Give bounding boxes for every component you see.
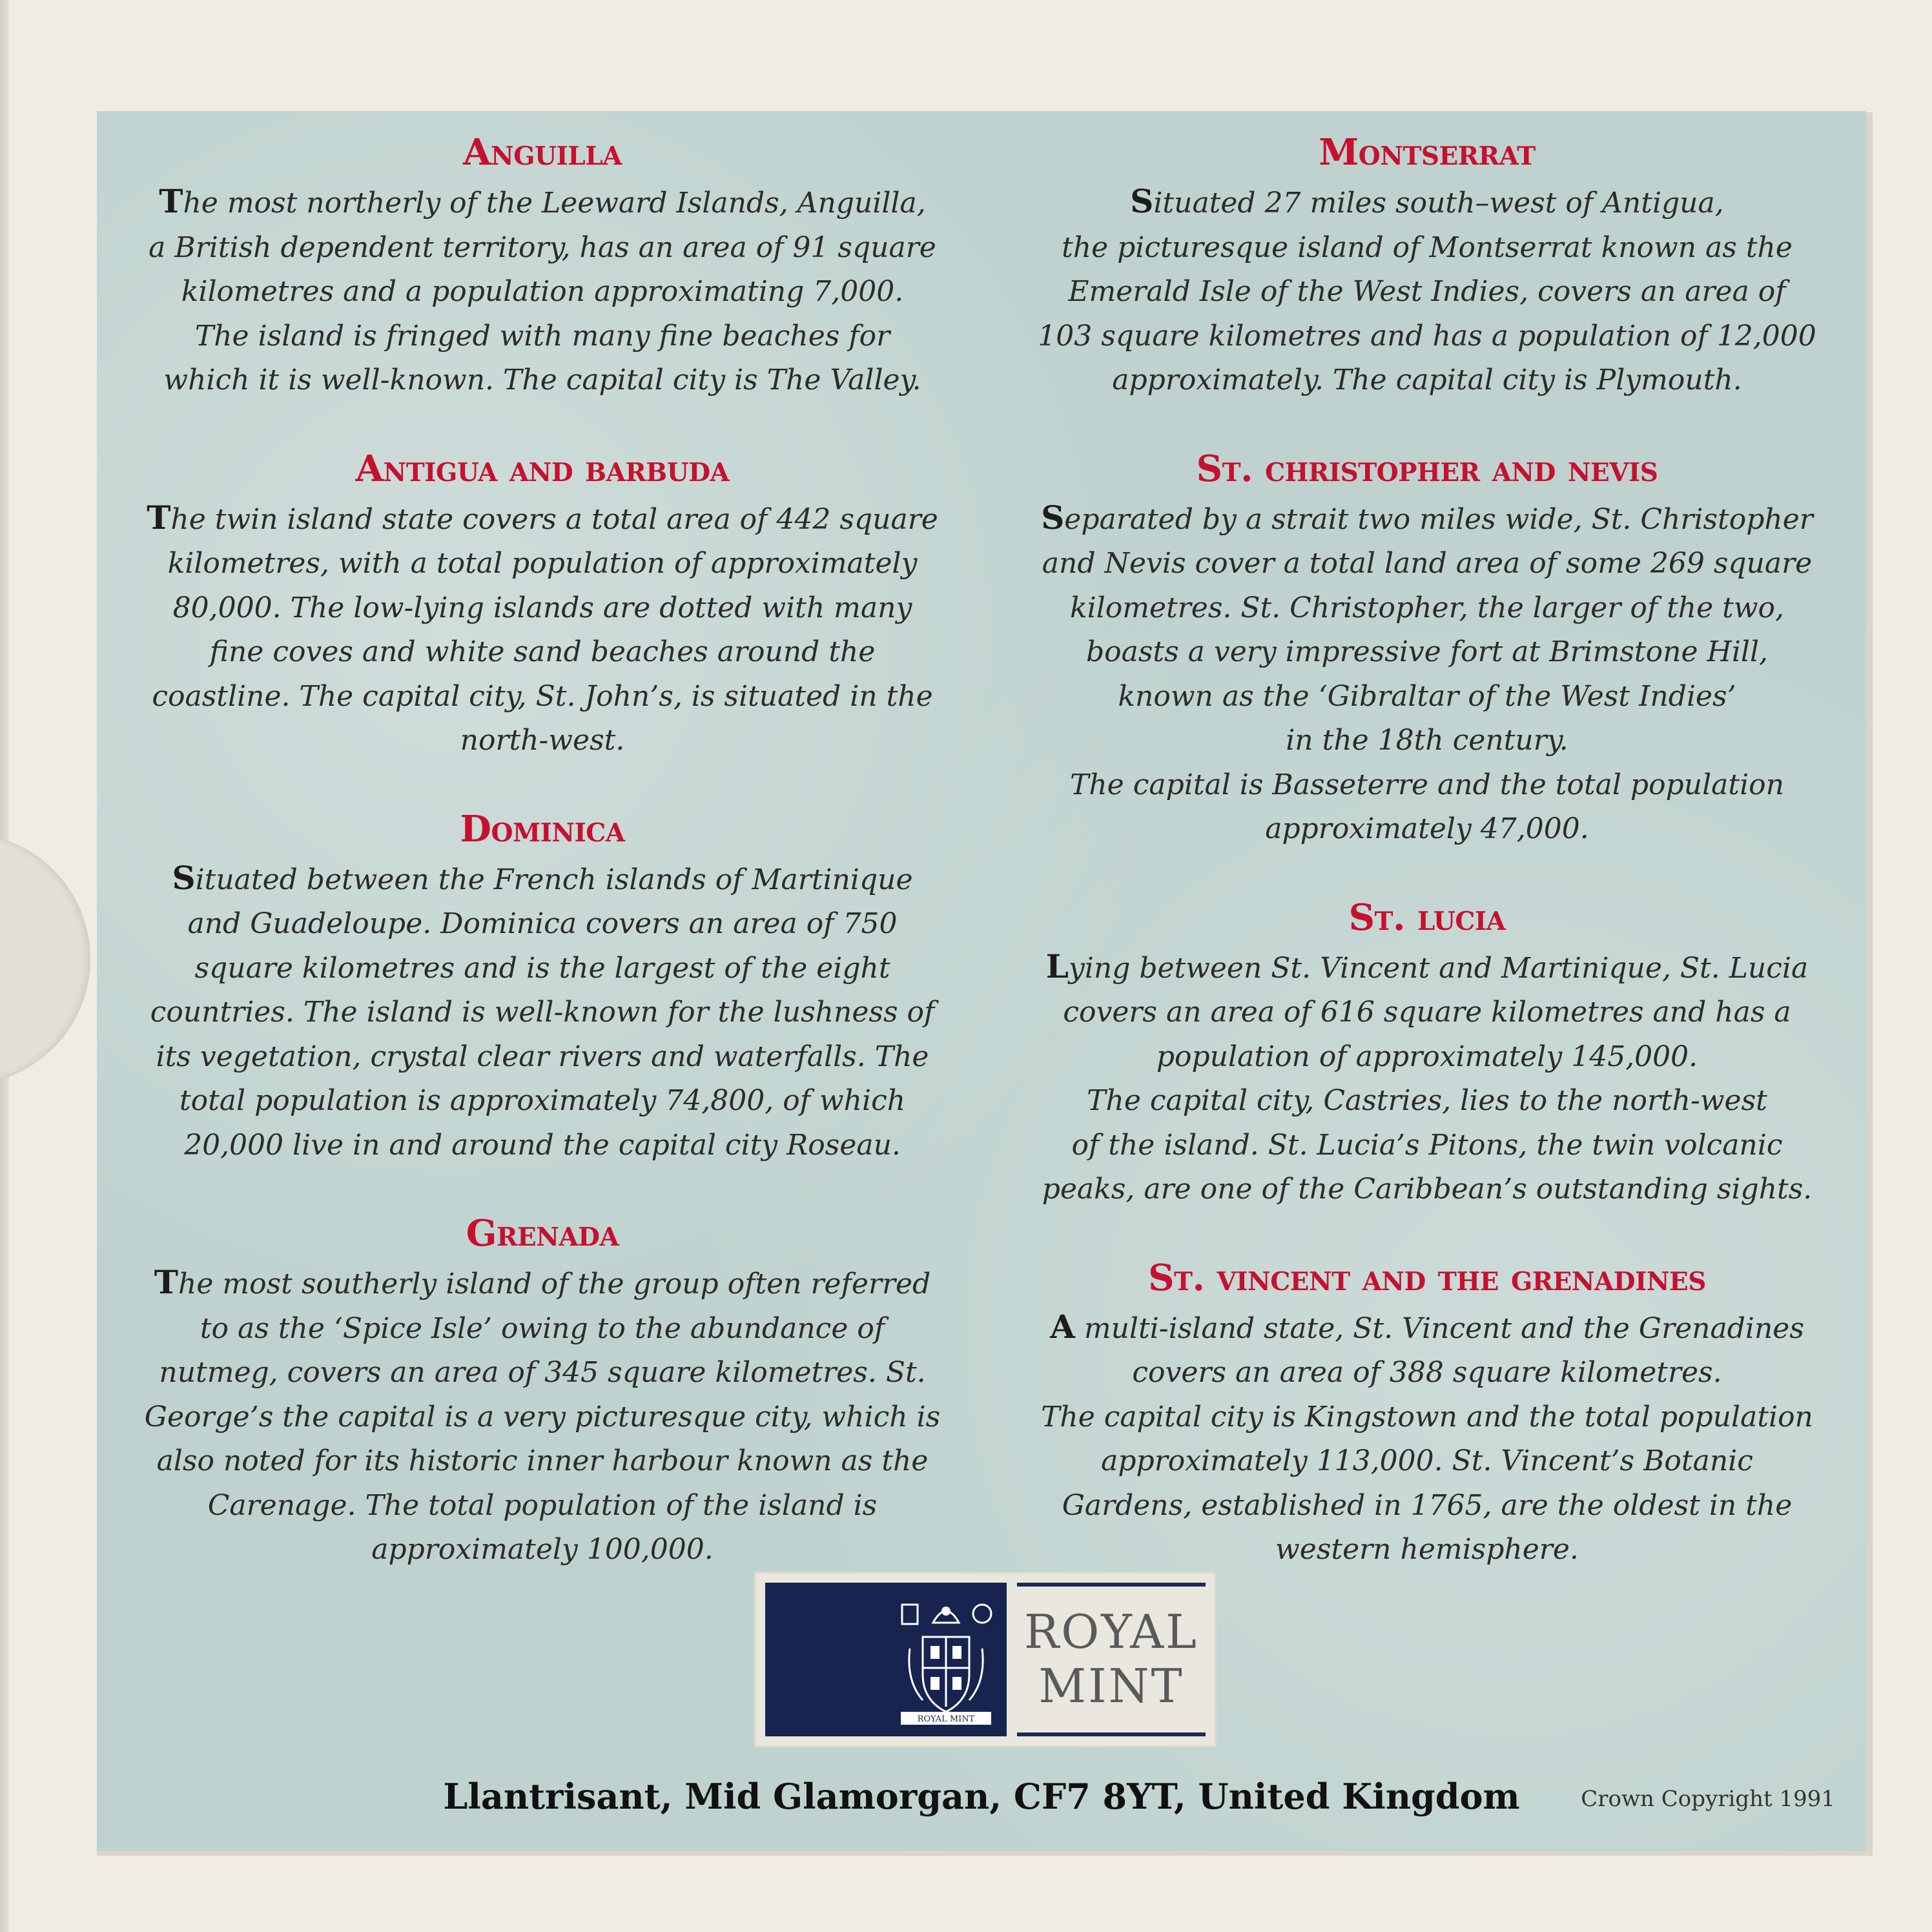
section-body: he most southerly island of the group often referred to as the ‘Spice Isle’ owing to the abundance of nutmeg, covers an area of 345 square kilometres. St. George’s the capital is a very picturesque city, which is also noted for its historic inner harbour known as the Carenage. The total population of the island is approximately 100,000.	[144, 1268, 941, 1566]
section-text	[1020, 496, 1834, 852]
section-title: Montserrat	[1319, 131, 1536, 174]
drop-initial: S	[1041, 498, 1065, 537]
drop-initial: T	[154, 1263, 179, 1301]
section-title: St. vincent and the grenadines	[1148, 1256, 1706, 1299]
logo-text-box	[1017, 1583, 1206, 1736]
section-body: ituated 27 miles south–west of Antigua, the picturesque island of Montserrat known as the Emerald Isle of the West Indies, covers an area of 103 square kilometres and has a population of 12,000 approximately. The capital city is Plymouth.	[1038, 187, 1816, 396]
copyright-notice: Crown Copyright 1991	[1581, 1786, 1835, 1812]
logo-navy-block	[765, 1583, 1007, 1736]
section-title: Anguilla	[463, 131, 622, 174]
drop-initial: A	[1050, 1307, 1075, 1346]
royal-mint-logo	[754, 1572, 1217, 1747]
drop-initial: T	[147, 498, 171, 537]
section-grenada	[136, 1206, 949, 1572]
section-title: Grenada	[466, 1212, 619, 1255]
section-title: St. christopher and nevis	[1196, 447, 1658, 490]
logo-word-royal: ROYAL	[1024, 1605, 1198, 1659]
section-body: eparated by a strait two miles wide, St. Christopher and Nevis cover a total land area of some 269 square kilometres. St. Christopher, the larger of the two, boasts a very impressive fort at Brimstone Hill, known as the ‘Gibraltar of the West Indies’ in the 18th century. The capital is Basseterre and the total population approximately 47,000.	[1042, 502, 1813, 845]
section-text	[1020, 1305, 1834, 1572]
section-dominica	[136, 802, 949, 1168]
section-anguilla	[136, 125, 949, 403]
section-text	[1020, 180, 1834, 403]
royal-crest-icon	[897, 1597, 995, 1726]
section-text	[136, 180, 949, 403]
section-body: he twin island state covers a total area of 442 square kilometres, with a total population of approximately 80,000. The low-lying islands are dotted with many fine coves and white sand beaches around the coastline. The capital city, St. John’s, is situated in the north-west.	[152, 502, 938, 757]
mint-address: Llantrisant, Mid Glamorgan, CF7 8YT, United Kingdom	[443, 1776, 1520, 1817]
section-text	[136, 856, 949, 1168]
section-body: ying between St. Vincent and Martinique, St. Lucia covers an area of 616 square kilometres and has a population of approximately 145,000. The capital city, Castries, lies to the north-west of the island. St. Lucia’s Pitons, the twin volcanic peaks, are one of the Caribbean’s outstanding sights.	[1042, 951, 1813, 1206]
logo-word-mint: MINT	[1038, 1659, 1184, 1713]
section-title: St. lucia	[1348, 896, 1506, 939]
section-title: Dominica	[460, 807, 625, 850]
crest-ribbon-text: ROYAL MINT	[917, 1714, 975, 1724]
section-text	[136, 496, 949, 763]
left-column	[136, 125, 949, 1611]
section-text	[1020, 945, 1834, 1212]
section-body: multi-island state, St. Vincent and the Grenadines covers an area of 388 square kilometres. The capital city is Kingstown and the total population approximately 113,000. St. Vincent’s Botanic Gardens, established in 1765, are the oldest in the western hemisphere.	[1041, 1311, 1813, 1566]
section-title: Antigua and barbuda	[355, 447, 730, 490]
info-panel	[97, 111, 1866, 1851]
section-body: ituated between the French islands of Martinique and Guadeloupe. Dominica covers an area of 750 square kilometres and is the largest of the eight countries. The island is well-known for the lushness of its vegetation, crystal clear rivers and waterfalls. The total population is approximately 74,800, of which 20,000 live in and around the capital city Roseau.	[150, 863, 935, 1162]
right-column	[1020, 125, 1834, 1611]
section-st-vincent	[1020, 1251, 1834, 1572]
drop-initial: S	[172, 858, 196, 897]
section-montserrat	[1020, 125, 1834, 403]
section-text	[136, 1260, 949, 1572]
drop-initial: T	[159, 182, 183, 220]
drop-initial: S	[1130, 182, 1154, 220]
drop-initial: L	[1045, 947, 1069, 985]
section-st-lucia	[1020, 890, 1834, 1212]
section-antigua	[136, 442, 949, 763]
section-body: he most northerly of the Leeward Islands, Anguilla, a British dependent territory, has an area of 91 square kilometres and a population approximating 7,000. The island is fringed with many fine beaches for which it is well-known. The capital city is The Valley.	[149, 187, 936, 396]
section-st-christopher	[1020, 442, 1834, 852]
thumb-notch	[0, 833, 90, 1085]
